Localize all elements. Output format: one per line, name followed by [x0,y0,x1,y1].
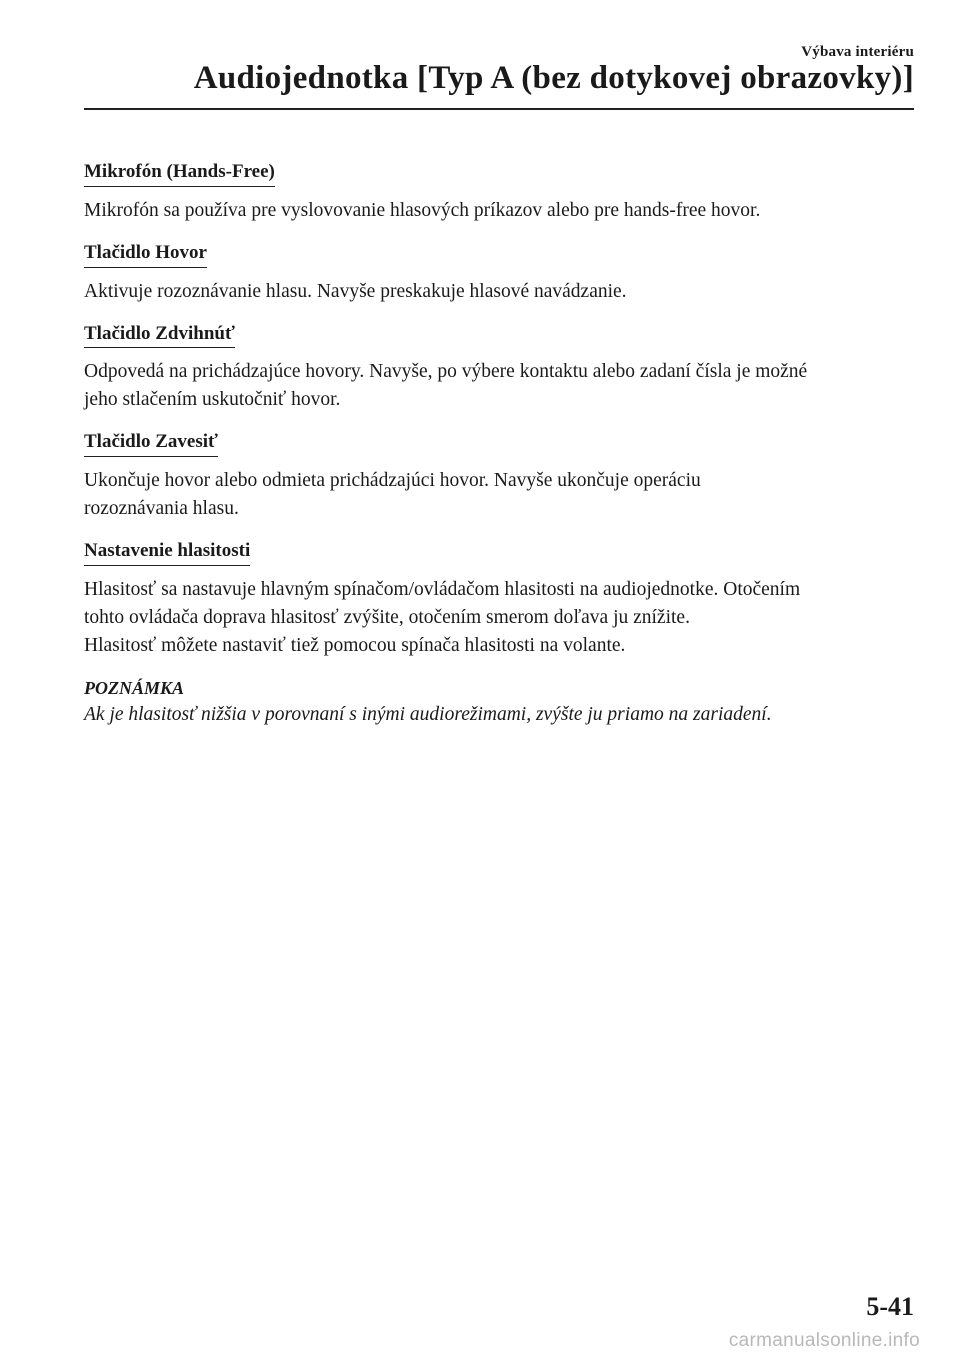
section-paragraph [84,576,924,660]
section-paragraph [84,197,924,225]
paragraph-line: tohto ovládača doprava hlasitosť zvýšite, otočením smerom doľava ju znížite. [84,606,690,628]
paragraph-line: rozoznávania hlasu. [84,498,239,519]
paragraph-line: Ukončuje hovor alebo odmieta prichádzajúci hovor. Navyše ukončuje operáciu [84,470,701,491]
section-hangup-button [84,430,924,523]
page-content [84,160,924,729]
paragraph-line: Odpovedá na prichádzajúce hovory. Navyše, po výbere kontaktu alebo zadaní čísla je možné [84,361,808,383]
section-heading: Mikrofón (Hands-Free) [84,160,275,187]
paragraph-line: Hlasitosť sa nastavuje hlavným spínačom/ovládačom hlasitosti na audiojednotke. Otočením [84,578,801,600]
note-text: Ak je hlasitosť nižšia v porovnaní s inými audiorežimami, zvýšte ju priamo na zariadení. [84,703,772,725]
section-heading: Tlačidlo Hovor [84,241,207,268]
section-paragraph [84,278,924,306]
section-heading: Tlačidlo Zdvihnúť [84,322,235,349]
paragraph-line: Hlasitosť môžete nastaviť tiež pomocou spínača hlasitosti na volante. [84,634,626,656]
section-talk-button [84,241,924,306]
section-volume-adjust [84,539,924,660]
paragraph-line: Aktivuje rozoznávanie hlasu. Navyše preskakuje hlasové navádzanie. [84,280,627,302]
header-divider [84,108,914,110]
header-section-label: Výbava interiéru [801,44,914,60]
page-title: Audiojednotka [Typ A (bez dotykovej obrazovky)] [193,60,914,96]
section-heading: Nastavenie hlasitosti [84,539,250,566]
section-paragraph [84,358,924,414]
section-microphone [84,160,924,225]
paragraph-line: jeho stlačením uskutočniť hovor. [84,389,341,411]
section-pickup-button [84,322,924,415]
watermark: carmanualsonline.info [728,1330,920,1351]
page-number: 5-41 [866,1292,914,1321]
paragraph-line: Mikrofón sa používa pre vyslovovanie hlasových príkazov alebo pre hands-free hovor. [84,199,761,221]
note-label: POZNÁMKA [84,677,185,698]
section-heading: Tlačidlo Zavesiť [84,430,218,457]
section-paragraph [84,467,924,523]
